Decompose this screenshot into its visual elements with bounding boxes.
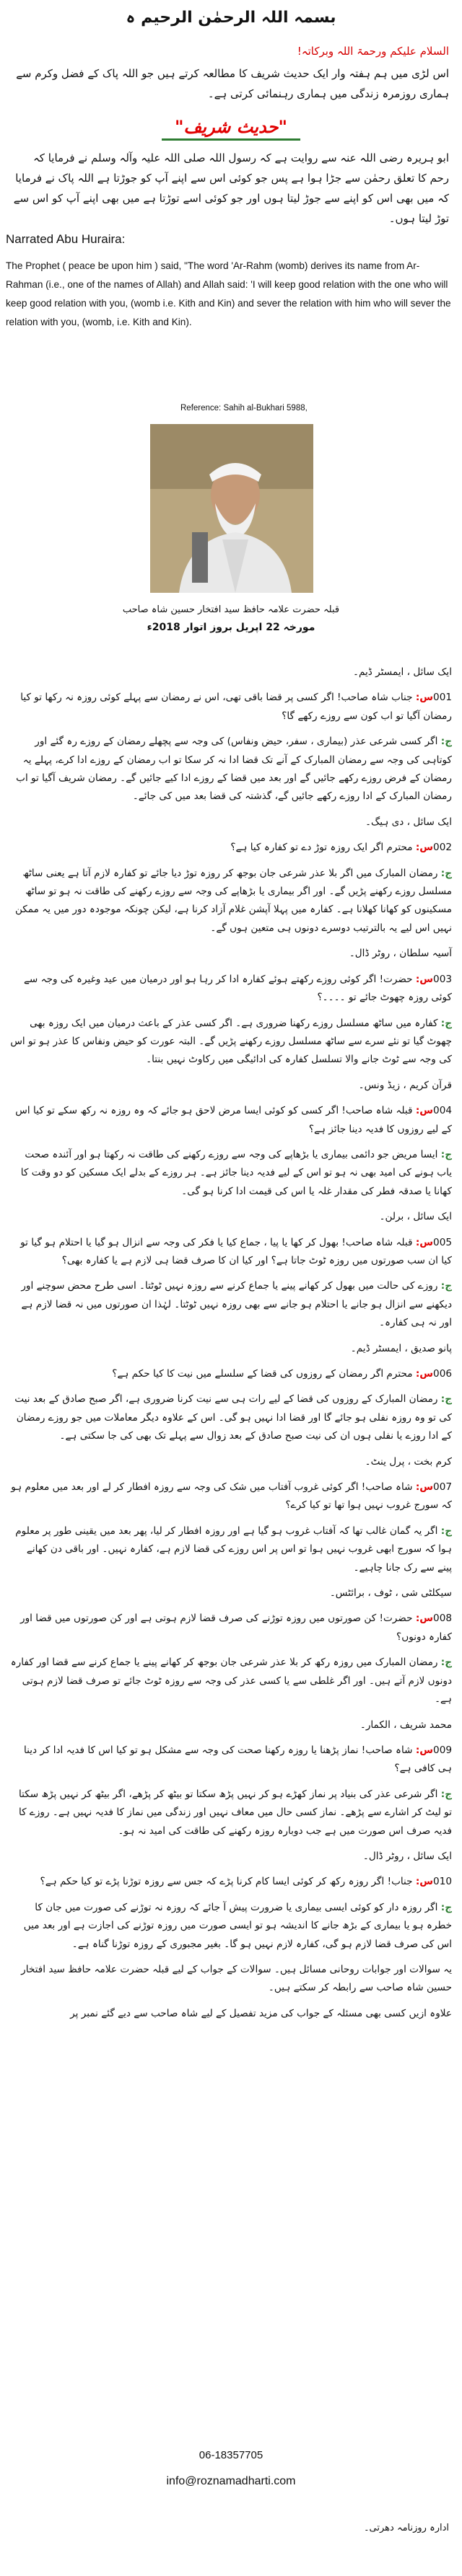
- answer-marker: ج:: [440, 867, 452, 879]
- qa-paragraph: [10, 1453, 452, 1471]
- qa-text: یہ سوالات اور جوابات روحانی مسائل ہیں۔ سوالات کے جواب کے لیے قبلہ حضرت علامہ حافظ سید افتخار حسین شاہ صاحب سے رابطہ کر سکتے ہیں۔: [21, 1963, 452, 1994]
- hadith-english-text: The Prophet ( peace be upon him ) said, "The word 'Ar-Rahm (womb) derives its name from Ar-Rahman (i.e., one of the names of Allah) and Allah said: 'I will keep good relation with the one who will keep good relation with you, (womb i.e. Kith and Kin) and sever the relation with him who will sever the relation with you, (womb, i.e. Kith and Kin).: [6, 260, 451, 327]
- qa-text: جناب شاہ صاحب! اگر کسی پر قضا باقی تھی، اس نے رمضان سے پہلے کوئی روزہ نہ رکھا تو کیا رمضان آگیا تو اب کون سے روزے رکھے گا؟: [20, 692, 452, 722]
- qa-paragraph: [10, 1522, 452, 1577]
- qa-paragraph: [10, 1786, 452, 1840]
- footer-text: ادارہ روزنامہ دھرتی۔: [363, 2523, 449, 2533]
- question-number: 002: [433, 842, 452, 854]
- qa-text: رمضان المبارک میں اگر بلا عذر شرعی جان بوجھ کر روزہ توڑ دیا جائے تو کفارہ لازم آتا ہے یعنی ساٹھ مسلسل روزے رکھنے پڑیں گے۔ اور اگر بیماری یا بڑھاپے کی وجہ سے روزے رکھنے کی طاقت نہ ہو تو ساٹھ مسکینوں کو کھانا کھلانا ہے۔ کفارہ میں پہلا آپشن غلام آزاد کرنا ہے، لیکن چونکہ موجودہ دور میں یہ ممکن نہیں اس لیے یہ بالترتیب دوسرے دونوں ہی متعین ہوں گے۔: [14, 867, 452, 934]
- qa-text: ایک سائل ، برلن۔: [379, 1211, 452, 1223]
- hadith-title: "حدیث شریف": [175, 117, 287, 137]
- qa-paragraph: [10, 1277, 452, 1332]
- qa-text: رمضان المبارک کے روزوں کی قضا کے لیے رات ہی سے نیت کرنا ضروری ہے، اگر صبح صادق کے بعد نیت کی تو وہ روزہ نفلی ہو جائے گا اور قضا ادا نہیں ہو گی۔ اس کے علاوہ دیگر معاملات میں جو روزے رمضان کے ادا روزے یا نفلی ہوں ان کی نیت صبح صادق کے بعد زوال سے پہلے تک بھی کی جا سکتی ہے۔: [14, 1393, 452, 1442]
- question-number: 008: [433, 1613, 452, 1625]
- qa-text: روزے کی حالت میں بھول کر کھانے پینے یا جماع کرنے سے روزہ نہیں ٹوٹتا۔ اسی طرح محض سوچنے اور دیکھنے سے انزال ہو جانے یا احتلام ہو جانے سے بھی روزہ نہیں ٹوٹتا۔ لہٰذا ان صورتوں میں نہ قضا لازم ہے اور نہ ہی کفارہ۔: [21, 1280, 452, 1329]
- qa-text: قبلہ شاہ صاحب! بھول کر کھا یا پیا ، جماع کیا یا فکر کی وجہ سے انزال ہو گیا یا احتلام ہو گیا تو کیا ان سب صورتوں میں روزہ ٹوٹ جاتا ہے؟ اور کیا ان کا صرف قضا ہی لازم ہے یا کفارہ بھی؟: [20, 1236, 452, 1266]
- qa-text: محمد شریف ، الکمار۔: [359, 1719, 452, 1731]
- qa-paragraph: [10, 1478, 452, 1515]
- photo-caption-name: قبلہ حضرت علامہ حافظ سید افتخار حسین شاہ صاحب: [122, 604, 340, 615]
- answer-marker: ج:: [440, 1017, 452, 1029]
- qa-text: کرم بخت ، پرل ینٹ۔: [365, 1455, 452, 1468]
- qa-paragraph: [10, 689, 452, 725]
- qa-paragraph: [10, 1077, 452, 1095]
- answer-marker: ج:: [440, 1280, 452, 1292]
- qa-paragraph: [10, 1365, 452, 1383]
- question-number: 006: [433, 1368, 452, 1380]
- question-marker: س:: [415, 1613, 434, 1625]
- qa-text: ایک سائل ، ایمسٹر ڈیم۔: [352, 666, 452, 678]
- qa-paragraph: [10, 1208, 452, 1226]
- hadith-english-heading: Narrated Abu Huraira:: [6, 232, 126, 246]
- qa-paragraph: [10, 971, 452, 1007]
- qa-text: پانو صدیق ، ایمسٹر ڈیم۔: [350, 1342, 452, 1354]
- question-marker: س:: [415, 1105, 434, 1117]
- question-number: 010: [433, 1876, 452, 1888]
- photo-caption-date: مورخہ 22 اپریل بروز اتوار 2018ء: [147, 622, 315, 633]
- question-marker: س:: [415, 1236, 434, 1248]
- question-number: 007: [433, 1481, 452, 1494]
- answer-marker: ج:: [440, 1788, 452, 1800]
- qa-paragraph: [10, 1584, 452, 1602]
- question-number: 005: [433, 1236, 452, 1248]
- qa-text: اگر شرعی عذر کی بنیاد پر نماز کھڑے ہو کر نہیں پڑھ سکتا تو بیٹھ کر پڑھے، اگر بیٹھ کر نہیں پڑھ سکتا تو لیٹ کر اشارے سے پڑھے۔ نماز کسی حال میں معاف نہیں اور زندگی میں نماز کا فدیہ نہیں ہے۔ روزے کا فدیہ صرف اس صورت میں ہے جب دوبارہ روزہ رکھنے کی طاقت کی امید نہ ہو۔: [18, 1788, 452, 1837]
- qa-text: حضرت! اگر کوئی روزے رکھتے ہوئے کفارہ ادا کر رہا ہو اور درمیان میں عید وغیرہ کی وجہ سے کوئی روزہ چھوٹ جائے تو ۔۔۔۔؟: [23, 973, 452, 1004]
- qa-paragraph: [10, 1654, 452, 1708]
- qa-text: آسیہ سلطان ، روٹر ڈال۔: [349, 948, 452, 960]
- question-number: 001: [433, 692, 452, 704]
- question-marker: س:: [415, 1481, 434, 1494]
- answer-marker: ج:: [440, 1393, 452, 1406]
- question-marker: س:: [415, 1744, 434, 1756]
- question-number: 003: [433, 973, 452, 985]
- qa-paragraph: [10, 1340, 452, 1358]
- qa-paragraph: [10, 1015, 452, 1069]
- question-marker: س:: [415, 1876, 434, 1888]
- contact-email[interactable]: info@roznamadharti.com: [166, 2475, 296, 2487]
- answer-marker: ج:: [440, 736, 452, 748]
- question-number: 009: [433, 1744, 452, 1756]
- qa-paragraph: [10, 813, 452, 832]
- qa-text: ایک سائل ، روٹر ڈال۔: [362, 1850, 452, 1862]
- qa-text: جناب! اگر روزہ رکھ کر کوئی ایسا کام کرنا پڑے کہ جس سے روزہ توڑنا پڑے تو کیا حکم ہے؟: [40, 1876, 413, 1888]
- answer-marker: ج:: [440, 1525, 452, 1537]
- qa-paragraph: [10, 1102, 452, 1139]
- question-number: 004: [433, 1105, 452, 1117]
- qa-paragraph: [10, 663, 452, 682]
- qa-text: ایک سائل ، دی ہیگ۔: [365, 816, 452, 828]
- hadith-title-box: [162, 115, 300, 141]
- qa-paragraph: [10, 1961, 452, 1998]
- question-marker: س:: [415, 973, 434, 985]
- bismillah-heading: بسمہ اللہ الرحمٰن الرحیم ہ: [126, 9, 336, 27]
- qa-text: قرآن کریم ، زیڈ ونس۔: [358, 1079, 452, 1091]
- qa-paragraph: [10, 733, 452, 806]
- qa-text: اگر یہ گمان غالب تھا کہ آفتاب غروب ہو گیا ہے اور روزہ افطار کر لیا، پھر بعد میں یقینی طور پر معلوم ہوا کہ سورج ابھی غروب نہیں ہوا تو اس پر اس روزے کی قضا لازم ہے، کفارہ نہیں۔ اور باقی دن کھانے پینے سے رک جانا چاہیے۔: [15, 1525, 452, 1574]
- contact-phone: 06-18357705: [199, 2449, 263, 2461]
- qa-text: ایسا مریض جو دائمی بیماری یا بڑھاپے کی وجہ سے روزے رکھنے کی طاقت نہ رکھتا ہو اور آئندہ صحت یاب ہونے کی امید بھی نہ ہو تو اس کے لیے فدیہ دینا جائز ہے۔ ہر روزے کے بدلے ایک مسکین کو دو وقت کا کھانا یا صدقہ فطر کی مقدار غلہ یا اس کی قیمت ادا کرنا ہو گی۔: [20, 1148, 452, 1197]
- qa-paragraph: [10, 945, 452, 963]
- qa-paragraph: [10, 865, 452, 938]
- qa-text: شاہ صاحب! نماز پڑھنا یا روزہ رکھنا صحت کی وجہ سے مشکل ہو تو کیا اس کا فدیہ ادا کر دینا ہی کافی ہے؟: [24, 1744, 452, 1775]
- qa-paragraph: [10, 1390, 452, 1445]
- qa-text: اگر روزہ دار کو کوئی ایسی بیماری یا ضرورت پیش آ جائے کہ روزہ نہ توڑنے کی صورت میں جان کا خطرہ ہو یا بیماری کے بڑھ جانے کا اندیشہ ہو تو ایسی صورت میں روزہ توڑنے کی اجازت ہے اور بعد میں اس کی صرف قضا لازم ہو گی، کفارہ لازم نہیں ہو گا۔ بغیر مجبوری کے روزہ توڑنا گناہ ہے۔: [23, 1901, 452, 1950]
- qa-paragraph: [10, 1742, 452, 1778]
- qa-text: حضرت! کن صورتوں میں روزہ توڑنے کی صرف قضا لازم ہوتی ہے اور کن صورتوں میں قضا اور کفارہ دونوں؟: [20, 1613, 452, 1643]
- qa-paragraph: [10, 1899, 452, 1954]
- qa-paragraph: [10, 2005, 452, 2023]
- qa-text: اگر کسی شرعی عذر (بیماری ، سفر، حیض ونفاس) کی وجہ سے پچھلے رمضان کے روزے رہ گئے اور کوتاہی کی وجہ سے رمضان المبارک کے آنے تک قضا ادا نہ کر سکا تو اب رمضان کے روزے ادا کرے، پہلے یہ رمضان کے فرض روزے رکھے جائیں گے اور بعد میں قضا کے روزے ادا کیے جائیں گے۔ رمضان شریف آگیا تو اب رمضان المبارک کے ادا روزے رکھے جائیں گے، گذشتہ کی قضا بعد میں کی جائے۔: [16, 736, 452, 803]
- qa-text: سیکلٹی شی ، ٹوف ، برائٹس۔: [329, 1587, 452, 1600]
- hadith-reference: Reference: Sahih al-Bukhari 5988,: [180, 404, 308, 413]
- qa-text: محترم اگر رمضان کے روزوں کی قضا کے سلسلے میں نیت کا کیا حکم ہے؟: [112, 1368, 413, 1380]
- qa-paragraph: [10, 1873, 452, 1891]
- hadith-urdu-text: ابو ہریرہ رضی اللہ عنہ سے روایت ہے کہ رسول اللہ صلی اللہ علیہ وآلہ وسلم نے فرمایا کہ رحم کا تعلق رحمٰن سے جڑا ہوا ہے پس جو کوئی اس سے اپنے آپ کو جوڑتا ہے اللہ پاک نے فرمایا کہ میں بھی اس کو اپنے سے جوڑ لیتا ہوں اور جو کوئی اسے توڑتا ہے میں بھی اپنے آپ کو اس سے توڑ لیتا ہوں۔: [13, 151, 449, 225]
- answer-marker: ج:: [440, 1148, 452, 1160]
- qa-text: قبلہ شاہ صاحب! اگر کسی کو کوئی ایسا مرض لاحق ہو جائے کہ وہ روزہ نہ رکھ سکے تو کیا اس کے لیے روزوں کا فدیہ دینا جائز ہے؟: [15, 1105, 452, 1135]
- qa-paragraph: [10, 839, 452, 857]
- greeting-text: السلام علیکم ورحمۃ اللہ وبرکاتہ!: [297, 45, 449, 58]
- scholar-photo: [150, 424, 313, 593]
- qa-paragraph: [10, 1716, 452, 1734]
- intro-paragraph: اس لڑی میں ہم ہفتہ وار ایک حدیث شریف کا مطالعہ کرتے ہیں جو اللہ پاک کے فضل وکرم سے ہماری روزمرہ زندگی میں ہماری رہنمائی کرتی ہے۔: [16, 67, 449, 100]
- qa-paragraph: [10, 1146, 452, 1201]
- qa-paragraph: [10, 1234, 452, 1271]
- qa-text: شاہ صاحب! اگر کوئی غروب آفتاب میں شک کی وجہ سے روزہ افطار کر لے اور بعد میں معلوم ہو کہ سورج غروب نہیں ہوا تھا تو کیا کرے؟: [11, 1481, 452, 1512]
- qa-paragraph: [10, 1848, 452, 1866]
- question-marker: س:: [415, 1368, 434, 1380]
- question-marker: س:: [415, 692, 434, 704]
- qa-text: کفارہ میں ساٹھ مسلسل روزے رکھنا ضروری ہے۔ اگر کسی عذر کے باعث درمیان میں ایک روزہ بھی چھوٹ گیا تو نئے سرے سے ساٹھ مسلسل روزے رکھنے پڑیں گے۔ البتہ عورت کو حیض ونفاس کا عذر ہو تو اس کی وجہ سے ٹوٹ جانے والا تسلسل کفارہ کی ادائیگی میں رکاوٹ نہیں بنتا۔: [10, 1017, 452, 1066]
- answer-marker: ج:: [440, 1657, 452, 1669]
- answer-marker: ج:: [440, 1901, 452, 1913]
- question-marker: س:: [415, 842, 434, 854]
- qa-text: علاوہ ازیں کسی بھی مسئلہ کے جواب کی مزید تفصیل کے لیے شاہ صاحب سے دیے گئے نمبر پر: [70, 2007, 452, 2019]
- scholar-portrait-icon: [150, 424, 313, 593]
- qa-text: رمضان المبارک میں روزہ رکھ کر بلا عذر شرعی جان بوجھ کر کھانے پینے یا جماع کرنے سے قضا اور کفارہ دونوں لازم آتے ہیں۔ اور اگر غلطی سے یا کسی عذر کی وجہ سے روزہ ٹوٹ جائے تو صرف قضا لازم ہوتی ہے۔: [10, 1657, 452, 1706]
- qa-text: محترم اگر ایک روزہ توڑ دے تو کفارہ کیا ہے؟: [230, 842, 413, 854]
- qa-section: [10, 663, 452, 2030]
- qa-paragraph: [10, 1610, 452, 1646]
